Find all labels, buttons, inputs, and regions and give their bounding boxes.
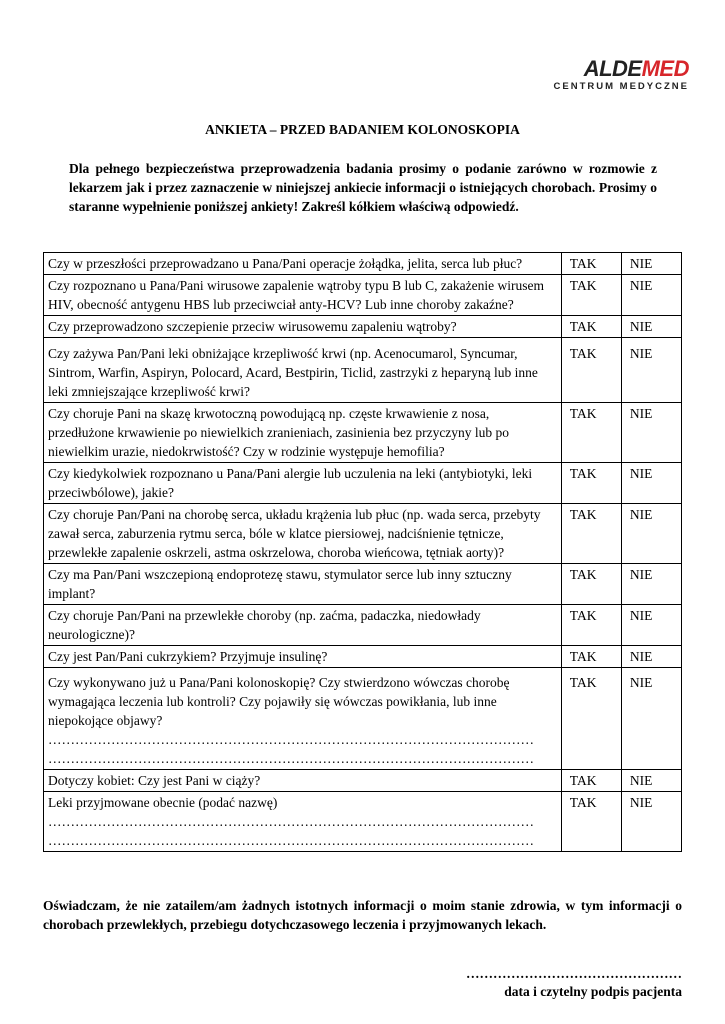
- question-text: Leki przyjmowane obecnie (podać nazwę): [48, 795, 278, 810]
- answer-no[interactable]: NIE: [621, 770, 681, 792]
- table-row: [44, 564, 682, 605]
- answer-yes[interactable]: TAK: [561, 253, 621, 275]
- table-row: [44, 403, 682, 463]
- table-row: [44, 646, 682, 668]
- logo-wordmark: [529, 58, 689, 80]
- answer-no[interactable]: NIE: [621, 253, 681, 275]
- answer-yes[interactable]: TAK: [561, 275, 621, 316]
- questionnaire-table: [43, 252, 682, 852]
- question-text: Czy choruje Pani na skazę krwotoczną powodującą np. częste krwawienie z nosa, przedłużone krwawienie po niewielkich zranieniach, zasinienia bez przyczyny lub po niewielkim urazie, niedokrwistość? Czy w rodzinie występuje hemofilia?: [44, 403, 562, 463]
- question-text: Czy ma Pan/Pani wszczepioną endoprotezę stawu, stymulator serce lub inny sztuczny implant?: [44, 564, 562, 605]
- question-text: Czy choruje Pan/Pani na przewlekłe choroby (np. zaćma, padaczka, niedowłady neurologiczne)?: [44, 605, 562, 646]
- table-row: [44, 605, 682, 646]
- answer-yes[interactable]: TAK: [561, 770, 621, 792]
- logo-part2: MED: [641, 56, 689, 81]
- answer-yes[interactable]: TAK: [561, 403, 621, 463]
- answer-no[interactable]: NIE: [621, 463, 681, 504]
- answer-yes[interactable]: TAK: [561, 605, 621, 646]
- answer-line[interactable]: ………………………………………………………………………………………………: [48, 814, 534, 829]
- answer-yes[interactable]: TAK: [561, 463, 621, 504]
- question-text: Czy zażywa Pan/Pani leki obniżające krzepliwość krwi (np. Acenocumarol, Syncumar, Sintrom, Warfin, Aspiryn, Polocard, Acard, Bestpirin, Ticlid, zastrzyki z heparyną lub inne leki zmniejszające krzepliwość krwi?: [44, 338, 562, 403]
- answer-line[interactable]: ………………………………………………………………………………………………: [48, 732, 534, 747]
- answer-yes[interactable]: TAK: [561, 338, 621, 403]
- answer-line[interactable]: ………………………………………………………………………………………………: [48, 833, 534, 848]
- table-row: [44, 504, 682, 564]
- answer-yes[interactable]: TAK: [561, 792, 621, 852]
- signature-label: data i czytelny podpis pacjenta: [504, 984, 682, 999]
- table-row: [44, 792, 682, 852]
- answer-yes[interactable]: TAK: [561, 646, 621, 668]
- question-text: Czy przeprowadzono szczepienie przeciw wirusowemu zapaleniu wątroby?: [44, 316, 562, 338]
- answer-yes[interactable]: TAK: [561, 668, 621, 770]
- answer-yes[interactable]: TAK: [561, 564, 621, 605]
- table-row: [44, 338, 682, 403]
- question-text: Czy rozpoznano u Pana/Pani wirusowe zapalenie wątroby typu B lub C, zakażenie wirusem HIV, obecność antygenu HBS lub przeciwciał anty-HCV? Lub inne choroby zakaźne?: [44, 275, 562, 316]
- answer-no[interactable]: NIE: [621, 275, 681, 316]
- question-text: Dotyczy kobiet: Czy jest Pani w ciąży?: [44, 770, 562, 792]
- answer-no[interactable]: NIE: [621, 338, 681, 403]
- logo-subtitle: CENTRUM MEDYCZNE: [553, 81, 689, 92]
- table-row: [44, 275, 682, 316]
- question-text: Czy kiedykolwiek rozpoznano u Pana/Pani alergie lub uczulenia na leki (antybiotyki, leki przeciwbólowe), jakie?: [44, 463, 562, 504]
- intro-text: Dla pełnego bezpieczeństwa przeprowadzenia badania prosimy o podanie zarówno w rozmowie z lekarzem jak i przez zaznaczenie w niniejszej ankiecie informacji o istniejących chorobach. Prosimy o staranne wypełnienie poniższej ankiety! Zakreśl kółkiem właściwą odpowiedź.: [69, 161, 657, 214]
- table-row: [44, 316, 682, 338]
- answer-no[interactable]: NIE: [621, 403, 681, 463]
- page-title: ANKIETA – PRZED BADANIEM KOLONOSKOPIA: [205, 122, 520, 137]
- answer-no[interactable]: NIE: [621, 605, 681, 646]
- clinic-logo: [529, 58, 689, 98]
- logo-part1: ALDE: [583, 56, 642, 81]
- table-row: [44, 253, 682, 275]
- answer-no[interactable]: NIE: [621, 668, 681, 770]
- question-text: Czy wykonywano już u Pana/Pani kolonoskopię? Czy stwierdzono wówczas chorobę wymagająca leczenia lub kontroli? Czy pojawiły się wówczas powikłania, lub inne niepokojące objawy?: [48, 675, 510, 728]
- answer-no[interactable]: NIE: [621, 792, 681, 852]
- table-row: [44, 463, 682, 504]
- question-cell: [44, 792, 562, 852]
- answer-line[interactable]: ………………………………………………………………………………………………: [48, 751, 534, 766]
- signature-line[interactable]: …………………………………………: [466, 966, 682, 981]
- table-row: [44, 668, 682, 770]
- answer-no[interactable]: NIE: [621, 504, 681, 564]
- answer-no[interactable]: NIE: [621, 316, 681, 338]
- question-cell: [44, 668, 562, 770]
- question-text: Czy jest Pan/Pani cukrzykiem? Przyjmuje insulinę?: [44, 646, 562, 668]
- question-text: Czy choruje Pan/Pani na chorobę serca, układu krążenia lub płuc (np. wada serca, przebyty zawał serca, zaburzenia rytmu serca, bóle w klatce piersiowej, nadciśnienie tętnicze, przewlekłe zapalenie oskrzeli, astma oskrzelowa, choroba wieńcowa, tętniak aorty)?: [44, 504, 562, 564]
- question-text: Czy w przeszłości przeprowadzano u Pana/Pani operacje żołądka, jelita, serca lub płuc?: [44, 253, 562, 275]
- answer-no[interactable]: NIE: [621, 646, 681, 668]
- answer-yes[interactable]: TAK: [561, 504, 621, 564]
- answer-no[interactable]: NIE: [621, 564, 681, 605]
- table-row: [44, 770, 682, 792]
- declaration-text: Oświadczam, że nie zatailem/am żadnych istotnych informacji o moim stanie zdrowia, w tym informacji o chorobach przewlekłych, przebiegu dotychczasowego leczenia i przyjmowanych lekach.: [43, 898, 682, 932]
- answer-yes[interactable]: TAK: [561, 316, 621, 338]
